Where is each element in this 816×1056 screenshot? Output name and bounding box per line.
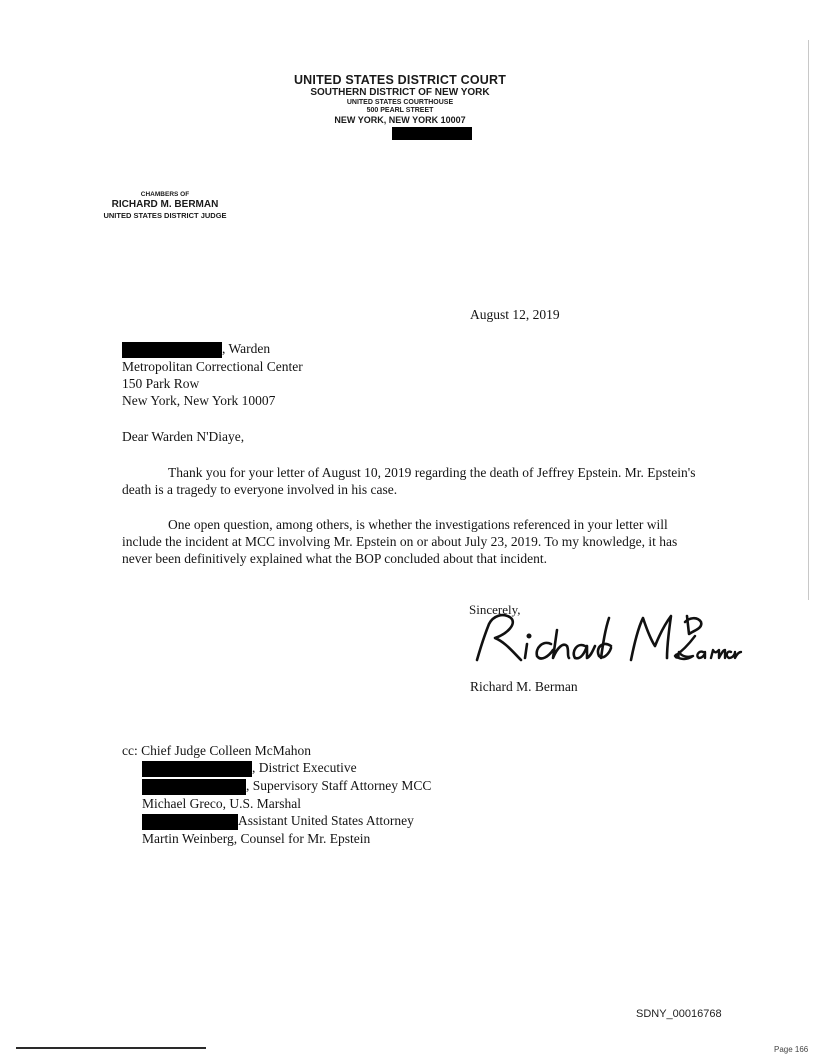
body-paragraph-1: Thank you for your letter of August 10, 2019 regarding the death of Jeffrey Epstein. Mr. Epstein's death is a tragedy to everyone involved in his case.	[122, 465, 696, 497]
scan-edge-line	[808, 40, 809, 600]
bates-number: SDNY_00016768	[636, 1008, 722, 1020]
page-number: Page 166	[774, 1045, 809, 1054]
body-paragraph-2: One open question, among others, is whether the investigations referenced in your letter will include the incident at MCC involving Mr. Epstein on or about July 23, 2019. To my knowledge, it has never been definitively explained what the BOP concluded about that incident.	[122, 517, 678, 566]
redaction-bar	[122, 342, 222, 358]
courthouse-name: UNITED STATES COURTHOUSE	[346, 98, 454, 106]
closing: Sincerely,	[469, 602, 521, 617]
cc-line-2-text: , District Executive	[252, 760, 357, 775]
recipient-address	[122, 340, 303, 409]
judge-title: UNITED STATES DISTRICT JUDGE	[103, 210, 227, 220]
recipient-title: , Warden	[222, 341, 271, 356]
cc-line-3	[122, 777, 431, 795]
courthouse-city: NEW YORK, NEW YORK 10007	[334, 114, 466, 125]
redaction-bar	[142, 779, 246, 795]
cc-line-1: cc: Chief Judge Colleen McMahon	[122, 743, 311, 758]
chambers-label: CHAMBERS OF	[140, 191, 190, 198]
recipient-org: Metropolitan Correctional Center	[122, 358, 303, 374]
letter-date: August 12, 2019	[470, 307, 560, 322]
cc-line-4: Michael Greco, U.S. Marshal	[142, 795, 301, 811]
cc-line-5	[122, 812, 431, 830]
cc-line-6: Martin Weinberg, Counsel for Mr. Epstein	[142, 830, 371, 846]
cc-line-2	[122, 759, 431, 777]
redaction-bar	[142, 761, 252, 777]
courthouse-street: 500 PEARL STREET	[366, 106, 434, 114]
redaction-bar	[392, 127, 472, 140]
letterhead	[200, 73, 600, 144]
handwritten-signature-tail	[623, 630, 743, 670]
scan-bottom-line	[16, 1047, 206, 1049]
cc-list	[122, 742, 431, 847]
judge-name: RICHARD M. BERMAN	[111, 198, 219, 210]
recipient-line	[122, 340, 303, 358]
recipient-city: New York, New York 10007	[122, 392, 276, 408]
chambers-block	[60, 191, 270, 220]
signatory-name: Richard M. Berman	[470, 679, 578, 694]
recipient-street: 150 Park Row	[122, 375, 200, 391]
redaction-bar	[142, 814, 238, 830]
cc-line-3-text: , Supervisory Staff Attorney MCC	[246, 777, 432, 793]
court-name: UNITED STATES DISTRICT COURT	[293, 73, 507, 87]
cc-line-5-text: Assistant United States Attorney	[238, 812, 414, 828]
district-name: SOUTHERN DISTRICT OF NEW YORK	[310, 87, 490, 99]
signature-block	[463, 600, 723, 670]
salutation: Dear Warden N'Diaye,	[122, 429, 245, 444]
